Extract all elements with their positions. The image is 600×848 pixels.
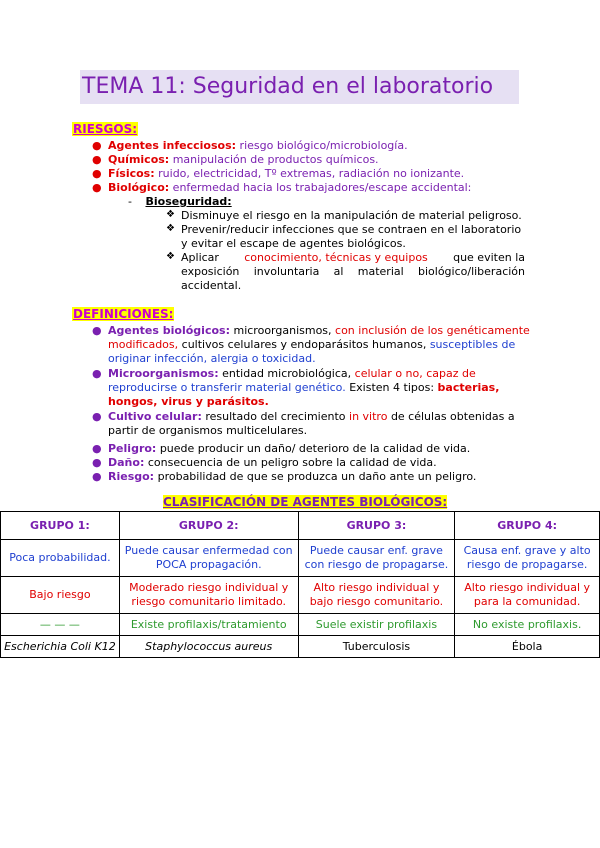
header-cell: GRUPO 4: [455,512,600,540]
page-title-box [80,70,519,104]
bullet-icon: ● [92,181,102,194]
riesgo-item: Físicos: ruido, electricidad, Tº extremas, radiación no ionizante. [108,167,465,180]
definicion-agentes-cont: originar infección, alergia o toxicidad. [108,352,316,365]
diamond-bullet-icon: ❖ [166,251,175,262]
diamond-bullet-icon: ❖ [166,223,175,234]
bioseguridad-point: Aplicar conocimiento, técnicas y equipos que eviten la [181,251,525,264]
table-cell: Bajo riesgo [1,577,120,614]
riesgo-item: Agentes infecciosos: riesgo biológico/microbiología. [108,139,408,152]
table-cell: Poca probabilidad. [1,540,120,577]
bullet-icon: ● [92,410,102,423]
table-cell: No existe profilaxis. [455,614,600,636]
table-cell: Tuberculosis [298,636,455,658]
definicion-dano: Daño: consecuencia de un peligro sobre la calidad de vida. [108,456,437,469]
diamond-bullet-icon: ❖ [166,209,175,220]
clasificacion-table [0,511,600,658]
table-cell: Causa enf. grave y alto riesgo de propagarse. [455,540,600,577]
table-cell: Escherichia Coli K12 [1,636,120,658]
header-cell: GRUPO 2: [119,512,298,540]
header-cell: GRUPO 3: [298,512,455,540]
clasificacion-title: CLASIFICACIÓN DE AGENTES BIOLÓGICOS: [163,495,448,509]
table-cell: Moderado riesgo individual y riesgo comunitario limitado. [119,577,298,614]
definicion-cultivo-cont: partir de organismos multicelulares. [108,424,308,437]
bioseguridad-point-cont: y evitar el escape de agentes biológicos. [181,237,406,250]
table-row [1,636,600,658]
table-cell: Alto riesgo individual y bajo riesgo comunitario. [298,577,455,614]
definiciones-heading: DEFINICIONES: [73,307,174,321]
table-cell: Suele existir profilaxis [298,614,455,636]
riesgo-item: Biológico: enfermedad hacia los trabajadores/escape accidental: [108,181,472,194]
table-cell: Staphylococcus aureus [119,636,298,658]
bioseguridad-point-cont: exposición involuntaria al material biológico/liberación [181,265,525,278]
definicion-micro-cont: hongos, virus y parásitos. [108,395,269,408]
table-cell: Ébola [455,636,600,658]
riesgos-heading: RIESGOS: [73,122,138,136]
header-cell: GRUPO 1: [1,512,120,540]
table-row [1,614,600,636]
riesgo-item: Químicos: manipulación de productos químicos. [108,153,379,166]
table-cell: — — — [1,614,120,636]
table-cell: Puede causar enfermedad con POCA propagación. [119,540,298,577]
table-cell: Existe profilaxis/tratamiento [119,614,298,636]
bioseguridad-point: Disminuye el riesgo en la manipulación de material peligroso. [181,209,522,222]
table-header-row [1,512,600,540]
table-cell: Alto riesgo individual y para la comunidad. [455,577,600,614]
definicion-micro-cont: reproducirse o transferir material genético. Existen 4 tipos: bacterias, [108,381,500,394]
bioseguridad-heading: - Bioseguridad: [128,195,232,208]
bullet-icon: ● [92,442,102,455]
definicion-micro: Microorganismos: entidad microbiológica, celular o no, capaz de [108,367,476,380]
bullet-icon: ● [92,456,102,469]
bioseguridad-point-cont: accidental. [181,279,242,292]
bullet-icon: ● [92,470,102,483]
bullet-icon: ● [92,153,102,166]
bullet-icon: ● [92,367,102,380]
definicion-agentes: Agentes biológicos: microorganismos, con inclusión de los genéticamente [108,324,530,337]
definicion-riesgo: Riesgo: probabilidad de que se produzca un daño ante un peligro. [108,470,477,483]
bullet-icon: ● [92,139,102,152]
table-row [1,577,600,614]
definicion-peligro: Peligro: puede producir un daño/ deterioro de la calidad de vida. [108,442,471,455]
table-row [1,540,600,577]
page-title: TEMA 11: Seguridad en el laboratorio [82,74,494,99]
bullet-icon: ● [92,324,102,337]
definicion-cultivo: Cultivo celular: resultado del crecimiento in vitro de células obtenidas a [108,410,515,423]
definicion-agentes-cont: modificados, cultivos celulares y endoparásitos humanos, susceptibles de [108,338,516,351]
table-cell: Puede causar enf. grave con riesgo de propagarse. [298,540,455,577]
bioseguridad-point: Prevenir/reducir infecciones que se contraen en el laboratorio [181,223,522,236]
bullet-icon: ● [92,167,102,180]
